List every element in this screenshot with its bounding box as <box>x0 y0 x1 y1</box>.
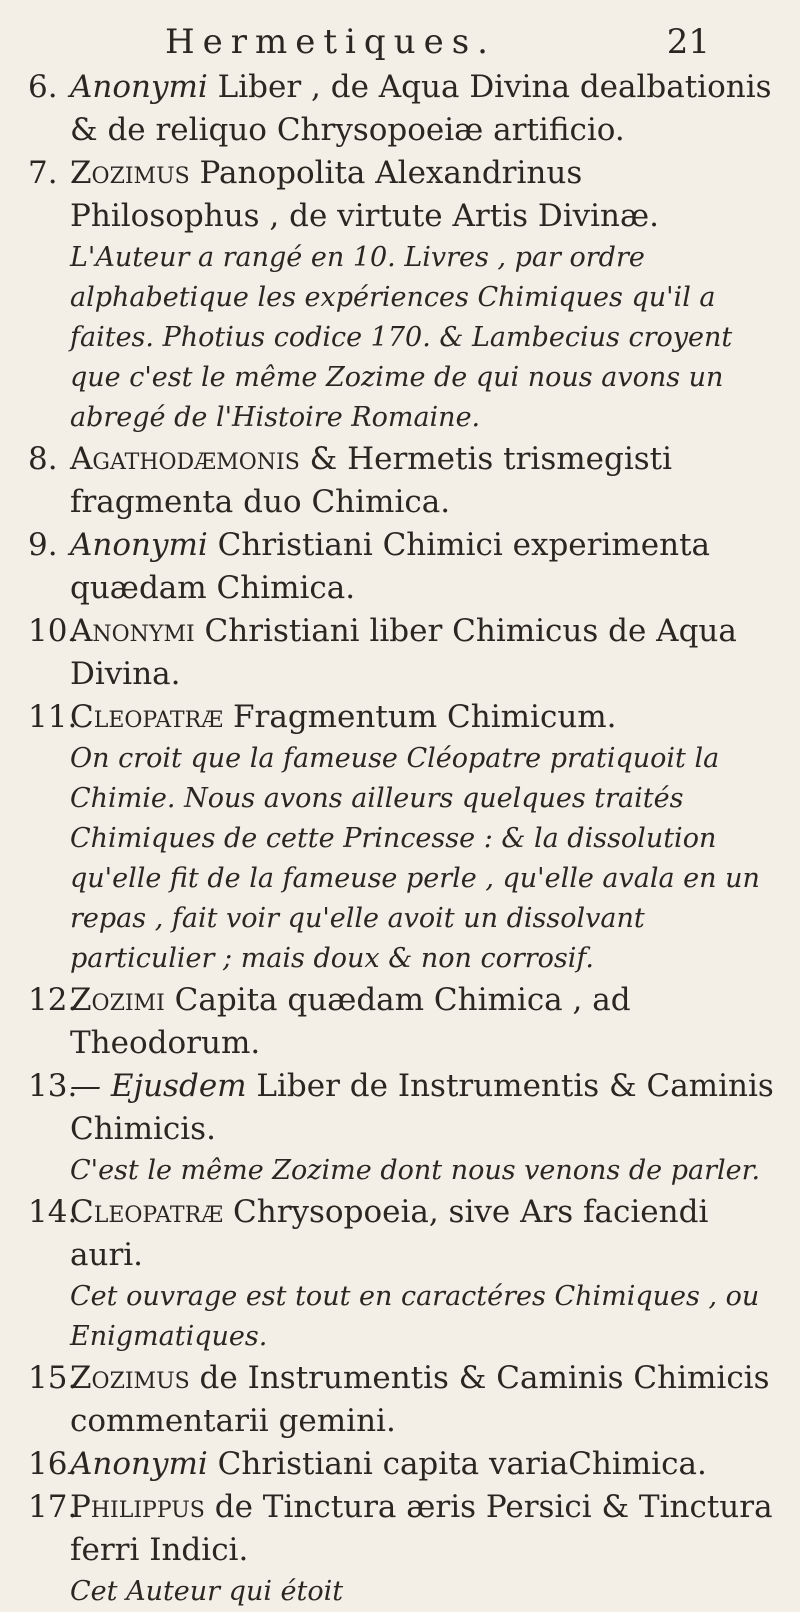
entry-number: 14. <box>28 1194 78 1230</box>
entry-author: Zozimi <box>70 982 165 1018</box>
entry-text: Panopolita Alexandrinus Philosophus , de virtute Artis Divinæ. <box>70 155 659 234</box>
entry-16 <box>0 1443 800 1486</box>
entry-text: Christiani capita variaChimica. <box>207 1446 707 1482</box>
entry-author: Zozimus <box>70 1360 190 1396</box>
entry-number: 11. <box>28 699 78 735</box>
entry-text: Chrysopoeia, sive Ars faciendi auri. <box>70 1194 709 1273</box>
entry-12 <box>0 979 800 1065</box>
entry-text: de Tinctura æris Persici & Tinctura ferri Indici. <box>70 1489 773 1568</box>
entry-author: Anonymi <box>70 69 208 105</box>
entry-author: Agathodæmonis <box>70 441 300 477</box>
entry-number: 9. <box>28 527 58 563</box>
entry-author: Zozimus <box>70 155 190 191</box>
entry-11 <box>0 696 800 979</box>
entry-number: 6. <box>28 69 58 105</box>
page-number: 21 <box>666 22 710 62</box>
entry-text: Liber , de Aqua Divina dealbationis & de reliquo Chrysopoeiæ artificio. <box>70 69 772 148</box>
entry-author: Cleopatræ <box>70 699 224 735</box>
entry-author: Anonymi <box>70 527 208 563</box>
entry-8 <box>0 438 800 524</box>
catalogue-entries <box>0 66 800 1612</box>
entry-17 <box>0 1486 800 1612</box>
entry-text: Christiani liber Chimicus de Aqua Divina. <box>70 613 737 692</box>
entry-text: & Hermetis trismegisti fragmenta duo Chimica. <box>70 441 673 520</box>
entry-number: 17. <box>28 1489 78 1525</box>
entry-author: Cleopatræ <box>70 1194 224 1230</box>
entry-author: Anonymi <box>70 613 195 649</box>
running-title: Hermetiques. <box>165 22 496 62</box>
entry-number: 7. <box>28 155 58 191</box>
entry-13 <box>0 1065 800 1191</box>
entry-text: Capita quædam Chimica , ad Theodorum. <box>70 982 631 1061</box>
entry-9 <box>0 524 800 610</box>
entry-7 <box>0 152 800 438</box>
entry-text: Fragmentum Chimicum. <box>223 699 617 735</box>
entry-author: Philippus <box>70 1489 205 1525</box>
entry-note: L'Auteur a rangé en 10. Livres , par ordre alphabetique les expériences Chimiques qu'il a faites. Photius codice 170. & Lambecius croyent que c'est le même Zozime de qui nous avons un abregé de l'Histoire Romaine. <box>70 242 733 433</box>
entry-text: Liber de Instrumentis & Caminis Chimicis. <box>70 1068 774 1147</box>
entry-10 <box>0 610 800 696</box>
entry-number: 12. <box>28 982 78 1018</box>
entry-note: Cet Auteur qui étoit <box>70 1576 344 1607</box>
entry-number: 16. <box>28 1446 78 1482</box>
entry-number: 13. <box>28 1068 78 1104</box>
entry-number: 10. <box>28 613 78 649</box>
entry-text: de Instrumentis & Caminis Chimicis commentarii gemini. <box>70 1360 770 1439</box>
entry-number: 8. <box>28 441 58 477</box>
entry-author: — Ejusdem <box>70 1068 247 1104</box>
entry-note: On croit que la fameuse Cléopatre pratiquoit la Chimie. Nous avons ailleurs quelques traités Chimiques de cette Princesse : & la dissolution qu'elle fit de la fameuse perle , qu'elle avala en un repas , fait voir qu'elle avoit un dissolvant particulier ; mais doux & non corrosif. <box>70 743 760 974</box>
entry-note: Cet ouvrage est tout en caractéres Chimiques , ou Enigmatiques. <box>70 1281 760 1352</box>
running-header <box>165 22 710 62</box>
entry-14 <box>0 1191 800 1357</box>
entry-number: 15. <box>28 1360 78 1396</box>
entry-note: C'est le même Zozime dont nous venons de parler. <box>70 1155 761 1186</box>
entry-author: Anonymi <box>70 1446 208 1482</box>
entry-6 <box>0 66 800 152</box>
entry-15 <box>0 1357 800 1443</box>
entry-text: Christiani Chimici experimenta quædam Chimica. <box>70 527 711 606</box>
